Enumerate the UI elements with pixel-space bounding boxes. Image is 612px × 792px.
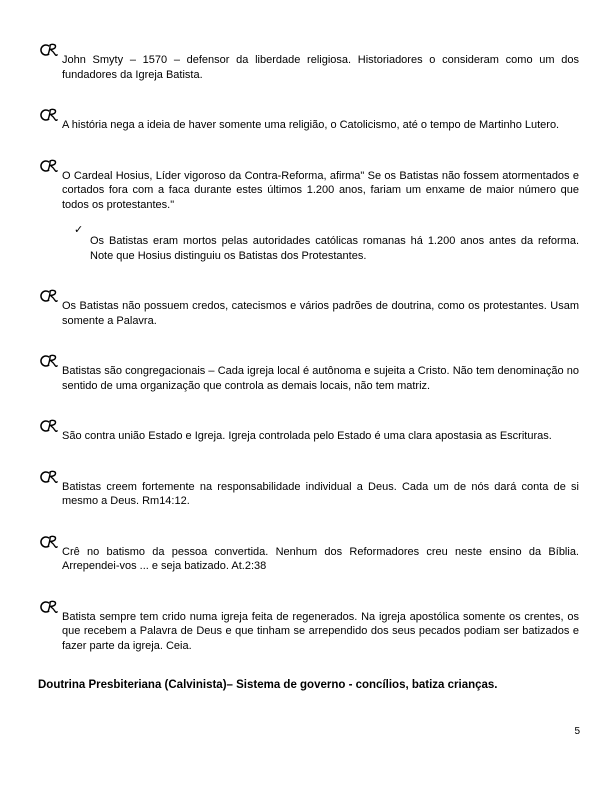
et-ligature-bullet-icon <box>38 469 62 520</box>
et-ligature-bullet-icon <box>38 534 62 585</box>
checkmark-icon: ✓ <box>74 224 84 236</box>
bullet-item <box>38 469 579 520</box>
bullet-text: Batista sempre tem crido numa igreja feita de regenerados. Na igreja apostólica somente os crentes, os que recebem a Palavra de Deus e que tinham se arrependido dos seus pecados podiam ser batizados e fazer parte da igreja. Ceia. <box>62 610 579 652</box>
bullet-item <box>38 418 579 455</box>
bullet-item <box>38 158 579 275</box>
et-ligature-bullet-icon <box>38 418 62 455</box>
bullet-text: Crê no batismo da pessoa convertida. Nenhum dos Reformadores creu neste ensino da Bíblia. Arrependei-vos ... e seja batizado. At.2:38 <box>62 545 579 572</box>
et-ligature-bullet-icon <box>38 107 62 144</box>
bullet-item <box>38 534 579 585</box>
bullet-text: A história nega a ideia de haver somente uma religião, o Catolicismo, até o tempo de Martinho Lutero. <box>62 119 560 131</box>
document-page <box>38 42 579 704</box>
et-ligature-bullet-icon <box>38 599 62 665</box>
et-ligature-bullet-icon <box>38 158 62 275</box>
et-ligature-bullet-icon <box>38 353 62 404</box>
bullet-item <box>38 353 579 404</box>
bullet-item <box>38 599 579 665</box>
bullet-text: O Cardeal Hosius, Líder vigoroso da Contra-Reforma, afirma" Se os Batistas não fossem atormentados e cortados fora com a faca durante estes últimos 1.200 anos, fariam um enxame de maior número que todos os protestantes." <box>62 169 579 211</box>
sub-bullet-item <box>74 223 579 274</box>
sub-bullet-text: Os Batistas eram mortos pelas autoridades católicas romanas há 1.200 anos antes da reforma. Note que Hosius distinguiu os Batistas dos Protestantes. <box>90 235 579 262</box>
bullet-text: São contra união Estado e Igreja. Igreja controlada pelo Estado é uma clara apostasia as Escrituras. <box>62 430 552 442</box>
et-ligature-bullet-icon <box>38 42 62 93</box>
bullet-text: Batistas creem fortemente na responsabilidade individual a Deus. Cada um de nós dará conta de si mesmo a Deus. Rm14:12. <box>62 480 579 507</box>
bullet-item <box>38 107 579 144</box>
et-ligature-bullet-icon <box>38 288 62 339</box>
page-number: 5 <box>574 726 580 737</box>
bullet-item <box>38 288 579 339</box>
bullet-item <box>38 42 579 93</box>
bullet-text: Batistas são congregacionais – Cada igreja local é autônoma e sujeita a Cristo. Não tem denominação no sentido de uma organização que controla as demais locais, não tem matriz. <box>62 365 579 392</box>
doctrine-heading: Doutrina Presbiteriana (Calvinista)– Sistema de governo - concílios, batiza crianças. <box>38 679 498 691</box>
bullet-text: John Smyty – 1570 – defensor da liberdade religiosa. Historiadores o consideram como um dos fundadores da Igreja Batista. <box>62 54 579 81</box>
bullet-text: Os Batistas não possuem credos, catecismos e vários padrões de doutrina, como os protestantes. Usam somente a Palavra. <box>62 300 579 327</box>
